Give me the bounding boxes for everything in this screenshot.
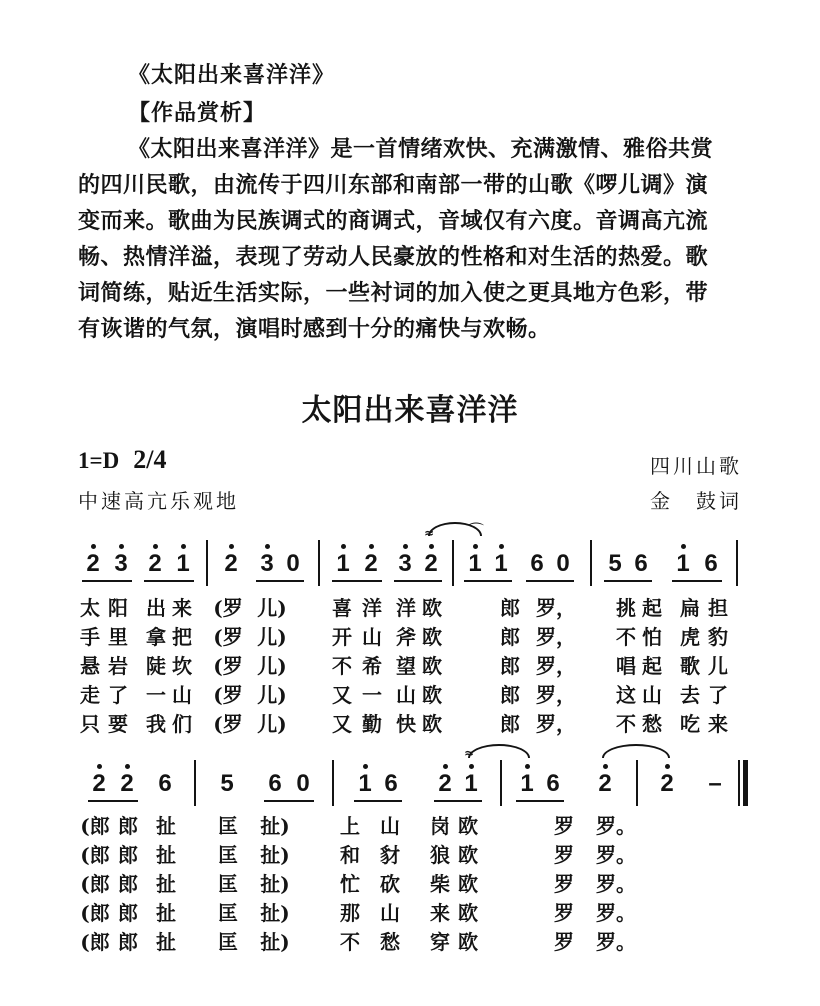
lyric-syllable: (郎 — [80, 843, 110, 867]
lyric-syllable: 豹 — [708, 625, 728, 649]
barline — [194, 760, 196, 806]
lyric-syllable: 罗 — [554, 872, 574, 896]
note: 5 — [608, 550, 622, 577]
lyric-verse-3 — [78, 866, 758, 895]
lyric-syllable: 不 — [616, 625, 636, 649]
lyric-syllable: 狼 — [430, 843, 450, 867]
prose-line: 《太阳出来喜洋洋》是一首情绪欢快、充满激情、雅俗共赏 — [128, 137, 714, 162]
work-title: 《太阳出来喜洋洋》 — [128, 62, 336, 88]
lyric-syllable: 又 — [332, 712, 352, 736]
note: 0 — [286, 550, 300, 577]
note: 3 — [394, 550, 416, 578]
lyric-syllable: 不 — [616, 712, 636, 736]
appreciation-paragraph — [78, 132, 750, 348]
beam — [88, 800, 138, 802]
lyric-syllable: 郎 — [118, 930, 138, 954]
lyric-syllable: 我 — [146, 712, 166, 736]
lyric-syllable: 欧 — [422, 654, 442, 678]
note: 1 — [672, 550, 694, 578]
lyric-syllable: 扯) — [260, 872, 290, 896]
fermata-icon: ⌒ — [468, 521, 485, 540]
lyric-syllable: 愁 — [380, 930, 400, 954]
lyric-syllable: 欧 — [458, 901, 478, 925]
lyric-syllable: 郎 — [118, 843, 138, 867]
note: 2 — [116, 770, 138, 798]
lyric-syllable: 坎 — [172, 654, 192, 678]
lyric-syllable: 扯) — [260, 843, 290, 867]
note: 1 — [516, 770, 538, 798]
lyrics-system-1 — [78, 590, 758, 735]
beam — [434, 800, 482, 802]
lyric-syllable: 洋 — [362, 596, 382, 620]
lyric-syllable: (罗 — [213, 683, 243, 707]
lyric-syllable: 走 — [80, 683, 100, 707]
lyric-syllable: 儿) — [257, 625, 287, 649]
mordent-icon: ≈ — [424, 526, 435, 540]
lyric-syllable: (郎 — [80, 901, 110, 925]
tie-slur — [602, 744, 670, 758]
lyric-syllable: 快 — [396, 712, 416, 736]
beam — [354, 800, 402, 802]
lyric-syllable: 山 — [362, 625, 382, 649]
tie-slur — [468, 744, 530, 758]
lyric-syllable: 郎 — [500, 596, 520, 620]
lyric-syllable: (罗 — [213, 596, 243, 620]
note: 1 — [490, 550, 512, 578]
lyric-syllable: 了 — [108, 683, 128, 707]
beam — [394, 580, 442, 582]
note: 6 — [384, 770, 398, 797]
lyric-syllable: 不 — [332, 654, 352, 678]
lyric-syllable: 拿 — [146, 625, 166, 649]
lyric-syllable: 一 — [146, 683, 166, 707]
beam — [82, 580, 132, 582]
lyric-syllable: 喜 — [332, 596, 352, 620]
lyric-syllable: (郎 — [80, 814, 110, 838]
lyric-syllable: 又 — [332, 683, 352, 707]
lyric-syllable: 怕 — [642, 625, 662, 649]
prose-line: 的四川民歌，由流传于四川东部和南部一带的山歌《啰儿调》演 — [78, 173, 709, 198]
final-barline — [738, 760, 748, 806]
lyric-syllable: 忙 — [340, 872, 360, 896]
lyric-syllable: 扯 — [156, 930, 176, 954]
lyric-syllable: 手 — [80, 625, 100, 649]
note: – — [708, 770, 722, 797]
lyric-syllable: 不 — [340, 930, 360, 954]
lyric-syllable: 唱 — [616, 654, 636, 678]
lyric-syllable: 匡 — [218, 814, 238, 838]
lyric-syllable: 扯) — [260, 901, 290, 925]
lyric-syllable: 匡 — [218, 843, 238, 867]
note: 2 — [360, 550, 382, 578]
lyric-verse-2 — [78, 837, 758, 866]
lyric-syllable: 悬 — [80, 654, 100, 678]
lyric-syllable: 罗。 — [596, 930, 636, 954]
barline — [500, 760, 502, 806]
lyric-syllable: 只 — [80, 712, 100, 736]
lyric-syllable: 欧 — [422, 683, 442, 707]
lyric-syllable: 儿) — [257, 683, 287, 707]
lyrics-system-2 — [78, 808, 758, 953]
lyric-syllable: 里 — [108, 625, 128, 649]
lyric-syllable: 洋 — [396, 596, 416, 620]
lyric-syllable: 开 — [332, 625, 352, 649]
barline — [318, 540, 320, 586]
note: 0 — [556, 550, 570, 577]
lyric-syllable: 出 — [146, 596, 166, 620]
lyric-syllable: 扯 — [156, 872, 176, 896]
beam — [144, 580, 194, 582]
lyric-syllable: 歌 — [680, 654, 700, 678]
song-title: 太阳出来喜洋洋 — [301, 393, 519, 428]
lyric-syllable: 扁 — [680, 596, 700, 620]
lyric-syllable: 阳 — [108, 596, 128, 620]
beam — [516, 800, 564, 802]
lyric-syllable: 山 — [396, 683, 416, 707]
lyric-verse-1 — [78, 808, 758, 837]
note: 2 — [594, 770, 616, 798]
lyric-syllable: 斧 — [396, 625, 416, 649]
note: 2 — [656, 770, 678, 798]
lyric-syllable: 儿) — [257, 596, 287, 620]
barline — [736, 540, 738, 586]
lyric-syllable: 儿 — [708, 654, 728, 678]
lyric-syllable: 罗， — [536, 596, 576, 620]
lyric-syllable: 扯 — [156, 901, 176, 925]
prose-line: 有诙谐的气氛，演唱时感到十分的痛快与欢畅。 — [78, 317, 551, 342]
note: 6 — [268, 770, 282, 797]
lyricist-credit: 金 鼓词 — [650, 489, 742, 513]
prose-line: 畅、热情洋溢，表现了劳动人民豪放的性格和对生活的热爱。歌 — [78, 245, 709, 270]
note: 5 — [220, 770, 234, 797]
lyric-syllable: 罗， — [536, 654, 576, 678]
lyric-syllable: 罗， — [536, 625, 576, 649]
lyric-syllable: 们 — [172, 712, 192, 736]
lyric-syllable: 罗， — [536, 683, 576, 707]
note: 6 — [158, 770, 172, 797]
lyric-syllable: 欧 — [458, 843, 478, 867]
note: 2 — [420, 550, 442, 578]
lyric-syllable: 虎 — [680, 625, 700, 649]
lyric-syllable: 罗。 — [596, 843, 636, 867]
lyric-syllable: 郎 — [500, 683, 520, 707]
lyric-syllable: 郎 — [118, 814, 138, 838]
note: 1 — [172, 550, 194, 578]
beam — [464, 580, 512, 582]
barline — [636, 760, 638, 806]
lyric-syllable: 欧 — [458, 814, 478, 838]
beam — [332, 580, 382, 582]
lyric-syllable: 和 — [340, 843, 360, 867]
lyric-syllable: 罗。 — [596, 901, 636, 925]
lyric-syllable: (罗 — [213, 712, 243, 736]
beam — [604, 580, 652, 582]
barline — [332, 760, 334, 806]
lyric-verse-5 — [78, 706, 758, 735]
lyric-syllable: 去 — [680, 683, 700, 707]
lyric-syllable: (罗 — [213, 654, 243, 678]
lyric-syllable: 儿) — [257, 654, 287, 678]
lyric-syllable: 罗 — [554, 843, 574, 867]
lyric-syllable: 穿 — [430, 930, 450, 954]
lyric-syllable: 吃 — [680, 712, 700, 736]
lyric-syllable: 太 — [80, 596, 100, 620]
lyric-syllable: 岗 — [430, 814, 450, 838]
lyric-syllable: 罗。 — [596, 872, 636, 896]
note: 1 — [332, 550, 354, 578]
lyric-syllable: 挑 — [616, 596, 636, 620]
lyric-syllable: 勤 — [362, 712, 382, 736]
lyric-syllable: 扯 — [156, 843, 176, 867]
lyric-syllable: 儿) — [257, 712, 287, 736]
note: 2 — [434, 770, 456, 798]
lyric-syllable: 匡 — [218, 872, 238, 896]
prose-line: 变而来。歌曲为民族调式的商调式，音域仅有六度。音调高亢流 — [78, 209, 709, 234]
lyric-syllable: 罗 — [554, 901, 574, 925]
note: 1 — [354, 770, 376, 798]
lyric-syllable: 希 — [362, 654, 382, 678]
lyric-syllable: 山 — [642, 683, 662, 707]
notation-system-1 — [78, 521, 758, 590]
barline — [590, 540, 592, 586]
note: 6 — [530, 550, 544, 577]
note: 2 — [220, 550, 242, 578]
lyric-syllable: 要 — [108, 712, 128, 736]
note: 3 — [256, 550, 278, 578]
genre-label: 四川山歌 — [650, 454, 742, 478]
note: 6 — [546, 770, 560, 797]
lyric-verse-1 — [78, 590, 758, 619]
lyric-syllable: 砍 — [380, 872, 400, 896]
note: 1 — [464, 550, 486, 578]
note: 0 — [296, 770, 310, 797]
lyric-syllable: 扯 — [156, 814, 176, 838]
lyric-verse-2 — [78, 619, 758, 648]
lyric-syllable: 郎 — [500, 625, 520, 649]
lyric-syllable: 陡 — [146, 654, 166, 678]
lyric-verse-4 — [78, 677, 758, 706]
key-signature — [78, 445, 166, 475]
lyric-syllable: 柴 — [430, 872, 450, 896]
lyric-syllable: 山 — [380, 814, 400, 838]
key-label: 1=D — [78, 448, 120, 473]
mordent-icon: ≈ — [464, 746, 475, 760]
beam — [256, 580, 304, 582]
lyric-syllable: 担 — [708, 596, 728, 620]
lyric-syllable: 郎 — [118, 872, 138, 896]
notation-system-2 — [78, 746, 758, 810]
note: 1 — [460, 770, 482, 798]
lyric-syllable: (罗 — [213, 625, 243, 649]
lyric-syllable: 望 — [396, 654, 416, 678]
lyric-syllable: 愁 — [642, 712, 662, 736]
lyric-syllable: 豺 — [380, 843, 400, 867]
time-signature: 2/4 — [133, 445, 167, 474]
lyric-syllable: 扯) — [260, 814, 290, 838]
section-heading: 【作品赏析】 — [128, 101, 267, 126]
lyric-syllable: 岩 — [108, 654, 128, 678]
lyric-syllable: 来 — [708, 712, 728, 736]
lyric-syllable: 郎 — [500, 654, 520, 678]
note: 2 — [144, 550, 166, 578]
lyric-syllable: 上 — [340, 814, 360, 838]
lyric-syllable: 郎 — [118, 901, 138, 925]
lyric-syllable: 欧 — [458, 930, 478, 954]
note: 3 — [110, 550, 132, 578]
lyric-syllable: 了 — [708, 683, 728, 707]
note: 6 — [634, 550, 648, 577]
note: 6 — [704, 550, 718, 577]
lyric-syllable: 罗 — [554, 814, 574, 838]
beam — [264, 800, 314, 802]
lyric-syllable: 罗 — [554, 930, 574, 954]
lyric-syllable: 匡 — [218, 901, 238, 925]
lyric-syllable: 欧 — [422, 625, 442, 649]
beam — [672, 580, 722, 582]
lyric-syllable: 罗。 — [596, 814, 636, 838]
lyric-syllable: 山 — [380, 901, 400, 925]
beam — [526, 580, 574, 582]
lyric-verse-4 — [78, 895, 758, 924]
note: 2 — [82, 550, 104, 578]
lyric-syllable: 那 — [340, 901, 360, 925]
lyric-syllable: 起 — [642, 596, 662, 620]
lyric-syllable: 来 — [172, 596, 192, 620]
note: 2 — [88, 770, 110, 798]
lyric-syllable: 扯) — [260, 930, 290, 954]
lyric-syllable: 起 — [642, 654, 662, 678]
lyric-syllable: (郎 — [80, 872, 110, 896]
lyric-syllable: 把 — [172, 625, 192, 649]
lyric-syllable: 这 — [616, 683, 636, 707]
lyric-syllable: 罗， — [536, 712, 576, 736]
prose-line: 词简练，贴近生活实际，一些衬词的加入使之更具地方色彩，带 — [78, 281, 709, 306]
tempo-marking: 中速高亢乐观地 — [78, 489, 239, 513]
barline — [452, 540, 454, 586]
lyric-syllable: 欧 — [422, 712, 442, 736]
lyric-syllable: 郎 — [500, 712, 520, 736]
lyric-syllable: (郎 — [80, 930, 110, 954]
lyric-syllable: 山 — [172, 683, 192, 707]
lyric-verse-5 — [78, 924, 758, 953]
barline — [206, 540, 208, 586]
lyric-syllable: 欧 — [458, 872, 478, 896]
lyric-syllable: 来 — [430, 901, 450, 925]
lyric-syllable: 一 — [362, 683, 382, 707]
lyric-syllable: 欧 — [422, 596, 442, 620]
lyric-syllable: 匡 — [218, 930, 238, 954]
lyric-verse-3 — [78, 648, 758, 677]
